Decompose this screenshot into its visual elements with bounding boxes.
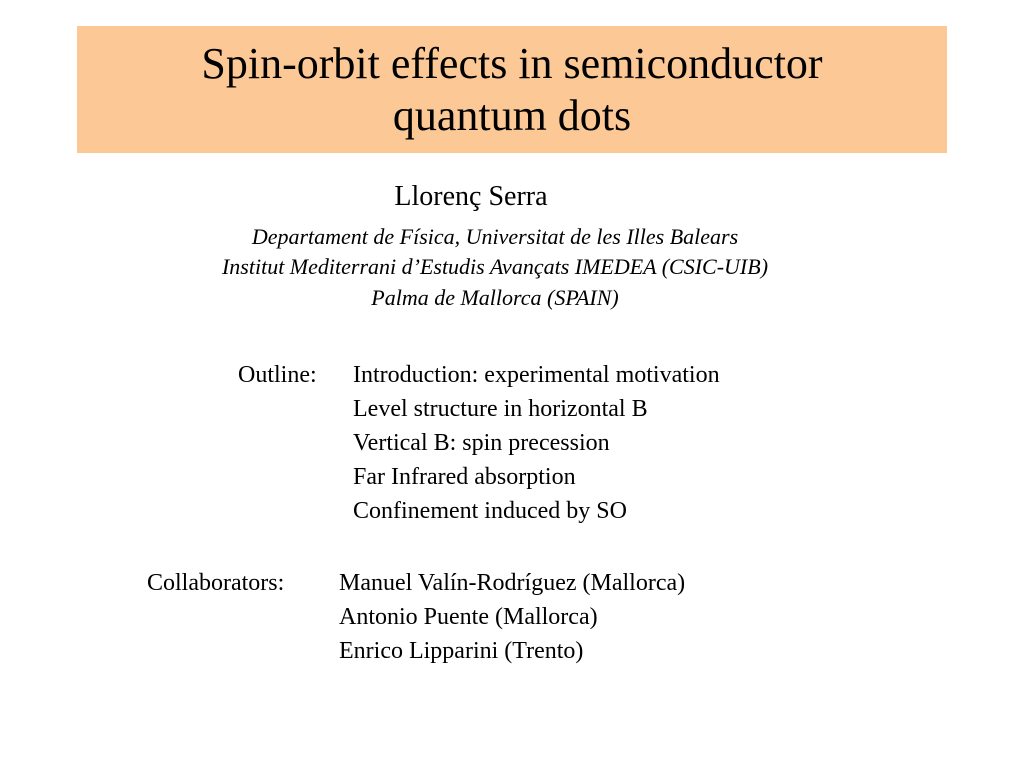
author-name: Llorenç Serra bbox=[394, 181, 548, 212]
outline-label: Outline: bbox=[238, 362, 317, 388]
slide-title-line-2: quantum dots bbox=[392, 90, 632, 140]
outline-list bbox=[353, 358, 720, 528]
collaborator-item: Manuel Valín-Rodríguez (Mallorca) bbox=[339, 570, 686, 596]
outline-item: Confinement induced by SO bbox=[353, 498, 627, 524]
affiliation-department: Departament de Física, Universitat de les Illes Balears bbox=[251, 224, 739, 249]
collaborator-item: Antonio Puente (Mallorca) bbox=[339, 604, 598, 630]
affiliation-institute: Institut Mediterrani d’Estudis Avançats IMEDEA (CSIC-UIB) bbox=[221, 254, 769, 279]
outline-item: Vertical B: spin precession bbox=[353, 430, 610, 456]
outline-item: Far Infrared absorption bbox=[353, 464, 576, 490]
affiliation-location: Palma de Mallorca (SPAIN) bbox=[371, 285, 619, 310]
collaborators-list bbox=[339, 566, 685, 668]
slide-title-line-1: Spin-orbit effects in semiconductor bbox=[201, 38, 823, 88]
collaborator-item: Enrico Lipparini (Trento) bbox=[339, 638, 584, 664]
outline-item: Introduction: experimental motivation bbox=[353, 362, 720, 388]
outline-item: Level structure in horizontal B bbox=[353, 396, 648, 422]
title-banner bbox=[77, 26, 947, 153]
collaborators-label: Collaborators: bbox=[147, 570, 285, 596]
